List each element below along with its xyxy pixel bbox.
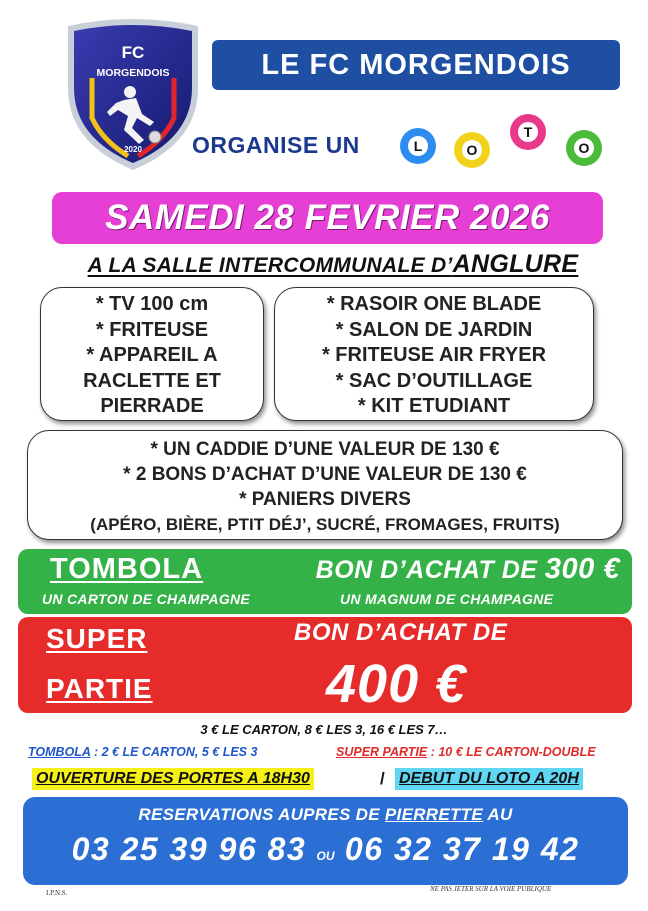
phone-number: 06 32 37 19 42 xyxy=(344,831,580,867)
ipns-mention: I.P.N.S. xyxy=(46,889,68,897)
phone-or: OU xyxy=(316,849,335,863)
super-partie-price xyxy=(336,745,596,759)
prize-item: * SAC D’OUTILLAGE xyxy=(335,369,533,392)
super-partie-banner xyxy=(18,617,632,713)
club-logo xyxy=(58,18,208,176)
prize-item: * TV 100 cm xyxy=(95,293,209,315)
ball-letter: O xyxy=(578,140,590,156)
litter-notice: NE PAS JETER SUR LA VOIE PUBLIQUE xyxy=(430,885,552,893)
ball-letter: T xyxy=(523,124,533,140)
prizes-left-box xyxy=(40,287,264,421)
ball-letter: L xyxy=(413,138,423,154)
venue-prefix: A LA SALLE INTERCOMMUNALE D’ xyxy=(87,254,453,277)
tombola-sub-prize: UN MAGNUM DE CHAMPAGNE xyxy=(340,591,554,607)
tombola-price xyxy=(28,745,257,759)
tombola-prize-amount: 300 € xyxy=(544,553,620,585)
tombola-prize-text: BON D’ACHAT DE xyxy=(315,556,545,584)
tombola-label: TOMBOLA xyxy=(50,553,204,585)
logo-club-name: MORGENDOIS xyxy=(96,67,170,79)
reservation-suffix: AU xyxy=(483,805,513,824)
prize-item: * KIT ETUDIANT xyxy=(357,395,511,418)
prize-item: * RASOIR ONE BLADE xyxy=(326,293,542,315)
carton-prices: 3 € LE CARTON, 8 € LES 3, 16 € LES 7… xyxy=(200,722,448,737)
logo-fc-text: FC xyxy=(121,43,145,62)
tombola-sub-prize: UN CARTON DE CHAMPAGNE xyxy=(42,591,251,607)
prize-item: * PANIERS DIVERS xyxy=(239,489,411,510)
reservation-banner xyxy=(23,797,628,885)
super-partie-label: SUPER xyxy=(46,623,148,654)
logo-year: 2020 xyxy=(124,145,142,154)
loto-ball-icon xyxy=(566,130,602,166)
super-partie-prize-amount: 400 € xyxy=(326,654,467,714)
event-date: SAMEDI 28 FEVRIER 2026 xyxy=(105,198,550,237)
prize-item: * APPAREIL A xyxy=(86,344,218,367)
tombola-price-label: TOMBOLA xyxy=(28,745,91,759)
doors-opening-time: OUVERTURE DES PORTES A 18H30 xyxy=(32,768,314,790)
prize-item: PIERRADE xyxy=(100,395,204,418)
reservation-contact-name: PIERRETTE xyxy=(384,805,484,824)
tombola-prize xyxy=(316,553,620,586)
super-price-value: : 10 € LE CARTON-DOUBLE xyxy=(427,745,596,759)
prize-item: * UN CADDIE D’UNE VALEUR DE 130 € xyxy=(150,439,500,460)
prize-item: * 2 BONS D’ACHAT D’UNE VALEUR DE 130 € xyxy=(123,464,527,485)
venue-line xyxy=(38,250,628,279)
ball-letter: O xyxy=(466,142,478,158)
loto-balls xyxy=(398,108,612,178)
phone-number: 03 25 39 96 83 xyxy=(71,831,307,867)
loto-ball-icon xyxy=(454,132,490,168)
tombola-banner xyxy=(18,549,632,614)
prize-note: (APÉRO, BIÈRE, PTIT DÉJ’, SUCRÉ, FROMAGES, FRUITS) xyxy=(90,515,560,534)
prizes-right-box xyxy=(274,287,594,421)
super-partie-prize-text: BON D’ACHAT DE xyxy=(294,619,508,646)
title-banner xyxy=(212,40,620,90)
reservation-title xyxy=(23,805,628,825)
time-separator: / xyxy=(380,769,385,788)
reservation-prefix: RESERVATIONS AUPRES DE xyxy=(138,805,385,824)
prize-item: * FRITEUSE AIR FRYER xyxy=(321,344,547,367)
loto-start-time: DEBUT DU LOTO A 20H xyxy=(395,768,583,790)
page-title: LE FC MORGENDOIS xyxy=(261,48,571,81)
super-partie-label: PARTIE xyxy=(46,673,153,704)
date-banner xyxy=(52,192,603,244)
prizes-wide-box xyxy=(27,430,623,540)
super-price-label: SUPER PARTIE xyxy=(336,745,428,759)
tombola-price-value: : 2 € LE CARTON, 5 € LES 3 xyxy=(90,745,258,759)
loto-ball-icon xyxy=(400,128,436,164)
reservation-phones xyxy=(23,831,628,868)
prize-item: RACLETTE ET xyxy=(83,369,221,392)
prize-item: * FRITEUSE xyxy=(95,318,209,341)
prize-item: * SALON DE JARDIN xyxy=(335,318,533,341)
organise-text: ORGANISE UN xyxy=(192,132,360,158)
loto-ball-icon xyxy=(510,114,546,150)
venue-town: ANGLURE xyxy=(452,250,579,278)
